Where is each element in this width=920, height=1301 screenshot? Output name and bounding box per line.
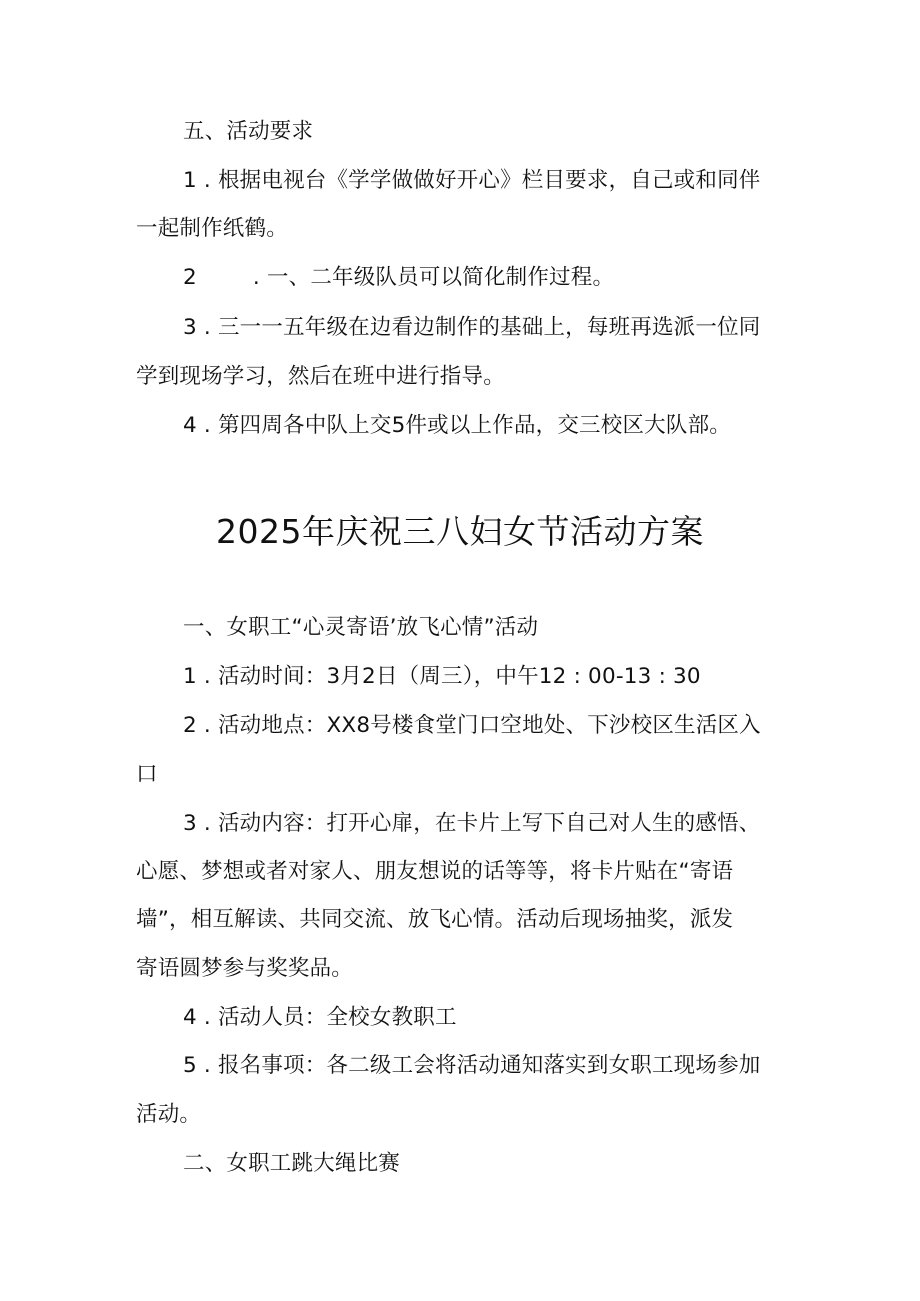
requirement-item-1-line-2: 一起制作纸鹤。 — [136, 216, 288, 241]
requirement-item-2 — [183, 263, 614, 293]
part-one-item-1-time: 1 . 活动时间：3月2日（周三），中午12 : 00-13 : 30 — [183, 664, 701, 689]
part-one-item-4-participants: 4 . 活动人员：全校女教职工 — [183, 1005, 457, 1030]
requirement-item-2-number: 2 — [183, 265, 197, 290]
requirement-item-3-line-2: 学到现场学习，然后在班中进行指导。 — [136, 364, 505, 389]
part-one-item-5-line-2: 活动。 — [136, 1102, 202, 1127]
part-two-heading: 二、女职工跳大绳比赛 — [183, 1151, 401, 1176]
requirement-item-4: 4 . 第四周各中队上交5件或以上作品，交三校区大队部。 — [183, 413, 731, 438]
part-one-item-3-line-4: 寄语圆梦参与奖奖品。 — [136, 956, 354, 981]
section-heading-activity-requirements: 五、活动要求 — [183, 119, 314, 144]
part-one-item-2-line-2: 口 — [136, 762, 158, 787]
part-one-item-3-line-1: 3 . 活动内容：打开心扉，在卡片上写下自己对人生的感悟、 — [183, 811, 761, 836]
requirement-item-1-line-1: 1 . 根据电视台《学学做做好开心》栏目要求，自己或和同伴 — [183, 168, 761, 193]
part-one-item-2-line-1: 2 . 活动地点：XX8号楼食堂门口空地处、下沙校区生活区入 — [183, 713, 761, 738]
document-title: 2025年庆祝三八妇女节活动方案 — [216, 512, 704, 551]
part-one-item-5-line-1: 5 . 报名事项：各二级工会将活动通知落实到女职工现场参加 — [183, 1053, 761, 1078]
requirement-item-2-text: . 一、二年级队员可以简化制作过程。 — [252, 265, 615, 290]
part-one-heading: 一、女职工“心灵寄语’放飞心情”活动 — [183, 615, 539, 640]
part-one-item-3-line-3: 墙”，相互解读、共同交流、放飞心情。活动后现场抽奖，派发 — [136, 907, 734, 932]
requirement-item-3-line-1: 3 . 三一一五年级在边看边制作的基础上，每班再选派一位同 — [183, 315, 761, 340]
part-one-item-3-line-2: 心愿、梦想或者对家人、朋友想说的话等等，将卡片贴在“寄语 — [136, 859, 734, 884]
